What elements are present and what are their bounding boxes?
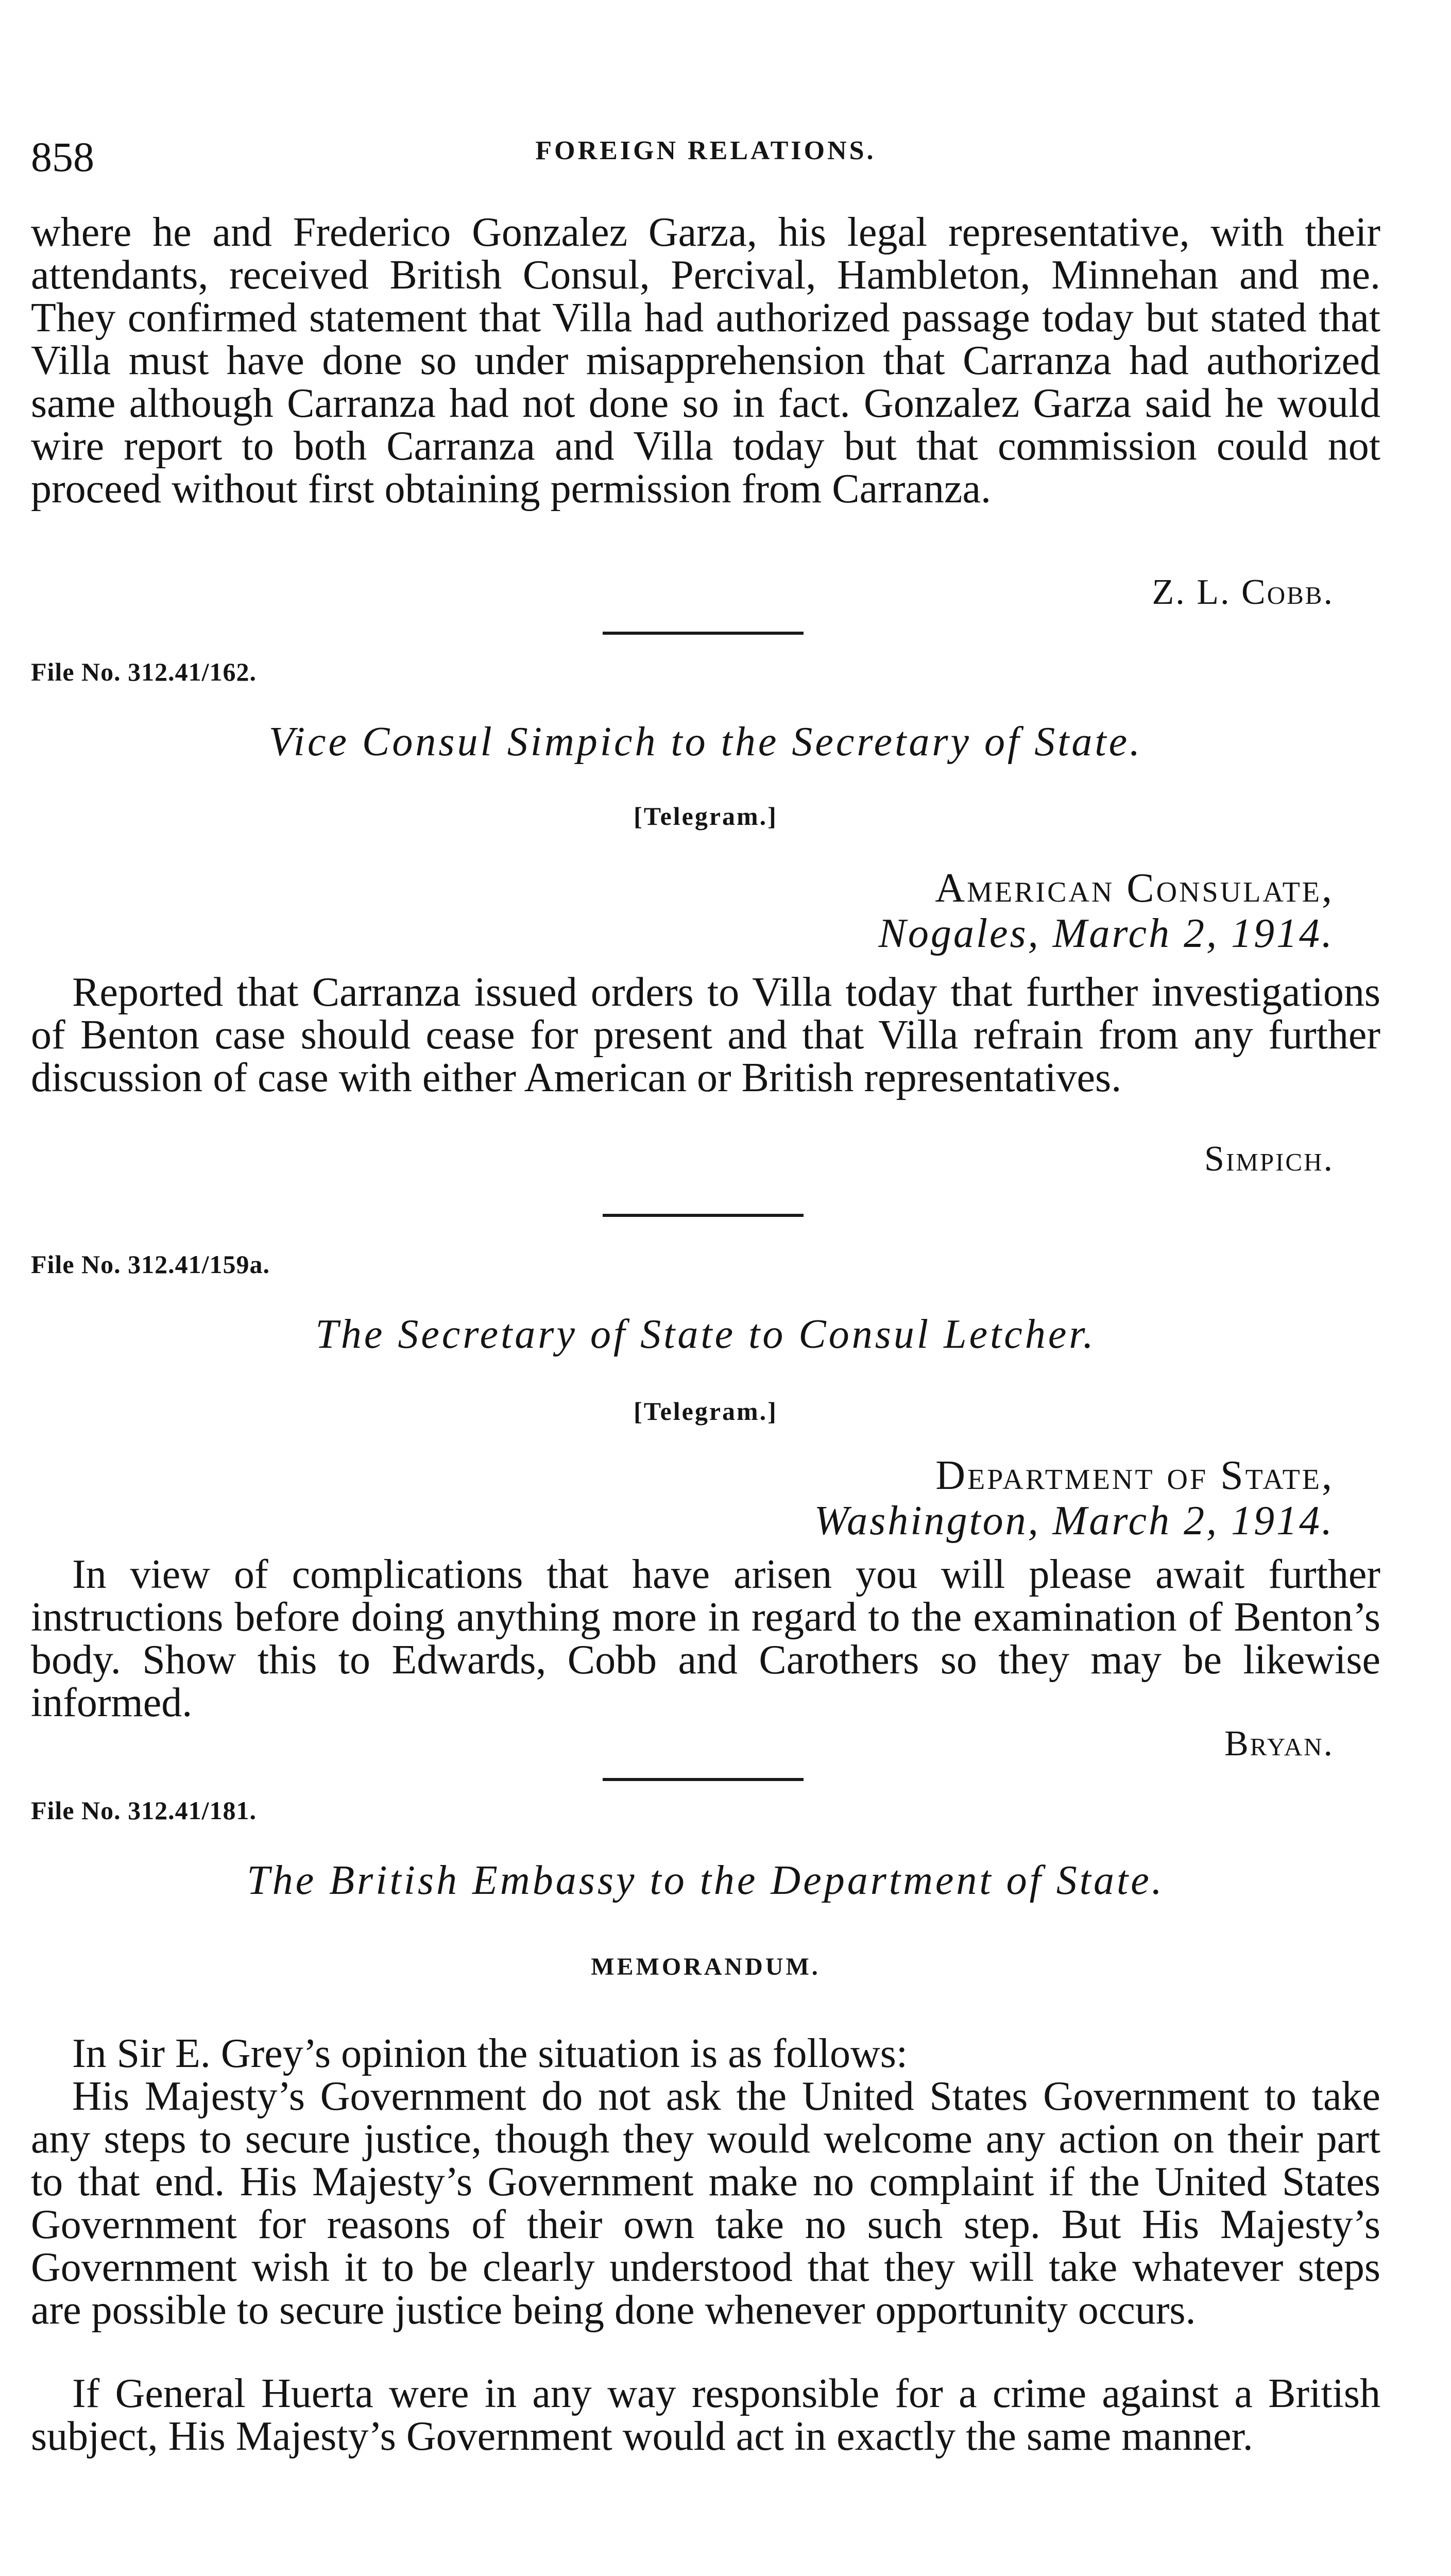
memo-paragraph: In Sir E. Grey’s opinion the situation is as follows: bbox=[72, 2031, 908, 2076]
signature-cobb: Z. L. Cobb. bbox=[1152, 572, 1334, 612]
signature-bryan: Bryan. bbox=[1224, 1724, 1334, 1764]
file-number: File No. 312.41/162. bbox=[31, 657, 257, 686]
telegram-label: [Telegram.] bbox=[634, 1397, 778, 1426]
memo-paragraph: If General Huerta were in any way responsible for a crime against a British subject, His Majesty’s Government would act in exactly the same manner. bbox=[31, 2371, 1380, 2459]
telegram-label: [Telegram.] bbox=[634, 802, 778, 831]
office-name: Department of State, bbox=[935, 1453, 1334, 1498]
document-paragraph: Reported that Carranza issued orders to Villa today that further investigations of Benton case should cease for present and that Villa refrain from any further discussion of case with either American or British representatives. bbox=[31, 970, 1380, 1100]
page-number: 858 bbox=[31, 133, 94, 180]
document-paragraph: In view of complications that have arisen you will please await further instructions before doing anything more in regard to the examination of Benton’s body. Show this to Edwards, Cobb and Carothers so they may be likewise informed. bbox=[31, 1552, 1380, 1725]
memorandum-label: MEMORANDUM. bbox=[591, 1953, 821, 1980]
section-divider bbox=[603, 632, 804, 635]
place-dateline bbox=[814, 1453, 1334, 1544]
section-divider bbox=[603, 1778, 804, 1781]
running-header bbox=[31, 131, 1380, 183]
memo-paragraph: His Majesty’s Government do not ask the United States Government to take any steps to secure justice, though they would welcome any action on their part to that end. His Majesty’s Government make no complaint if the United States Government for reasons of their own take no such step. But His Majesty’s Government wish it to be clearly understood that they will take whatever steps are possible to secure justice being done whenever opportunity occurs. bbox=[31, 2074, 1380, 2333]
document-page bbox=[31, 0, 1380, 2576]
office-name: American Consulate, bbox=[935, 866, 1334, 911]
continued-paragraph: where he and Frederico Gonzalez Garza, his legal representative, with their attendants, received British Consul, Percival, Hambleton, Minnehan and me. They confirmed statement that Villa had authorized passage today but stated that Villa must have done so under misapprehension that Carranza had authorized same although Carranza had not done so in fact. Gonzalez Garza said he would wire report to both Carranza and Villa today but that commission could not proceed without first obtaining permission from Carranza. bbox=[31, 210, 1380, 512]
document-heading: The British Embassy to the Department of State. bbox=[247, 1858, 1165, 1903]
section-divider bbox=[603, 1214, 804, 1217]
dateline: Washington, March 2, 1914. bbox=[814, 1498, 1334, 1544]
place-dateline bbox=[878, 866, 1334, 956]
signature-simpich: Simpich. bbox=[1204, 1139, 1334, 1179]
dateline: Nogales, March 2, 1914. bbox=[878, 911, 1334, 956]
running-title: FOREIGN RELATIONS. bbox=[535, 136, 876, 165]
file-number: File No. 312.41/159a. bbox=[31, 1250, 270, 1279]
file-number: File No. 312.41/181. bbox=[31, 1796, 257, 1825]
document-heading: Vice Consul Simpich to the Secretary of State. bbox=[268, 719, 1143, 765]
document-heading: The Secretary of State to Consul Letcher. bbox=[315, 1312, 1096, 1357]
